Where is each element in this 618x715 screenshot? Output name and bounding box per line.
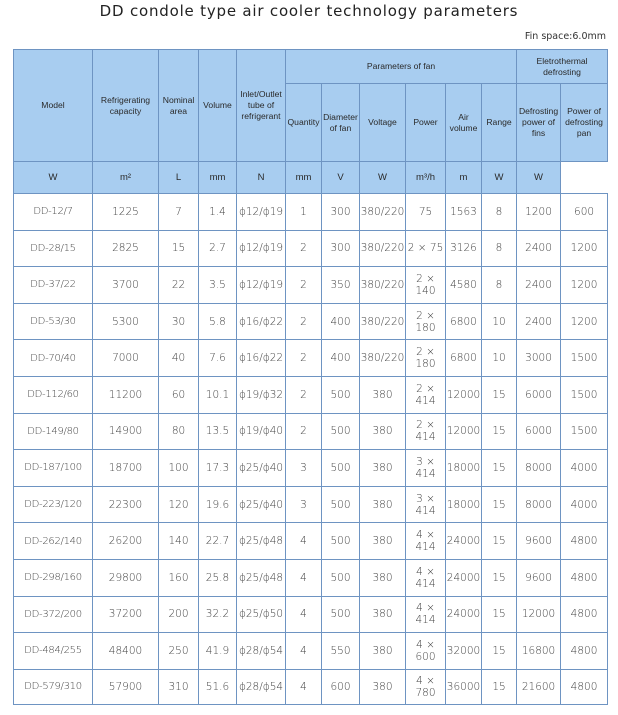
unit-cell: m³/h	[406, 162, 446, 194]
table-cell: 380	[360, 559, 406, 596]
table-cell: 4800	[561, 633, 608, 670]
model-cell: DD-372/200	[14, 596, 93, 633]
table-cell: 2	[286, 340, 322, 377]
model-cell: DD-28/15	[14, 230, 93, 267]
table-cell: 500	[322, 450, 360, 487]
table-cell: ϕ19/ϕ40	[237, 413, 286, 450]
table-cell: 12000	[517, 596, 561, 633]
page-title: DD condole type air cooler technology parameters	[99, 2, 519, 20]
table-cell: 380/220	[360, 194, 406, 231]
header-defrosting-power-of-fins: Defrosting power of fins	[517, 84, 561, 162]
table-cell: ϕ16/ϕ22	[237, 303, 286, 340]
table-cell: 380	[360, 669, 406, 704]
table-row	[14, 450, 608, 487]
table-cell: 2400	[517, 230, 561, 267]
model-cell: DD-149/80	[14, 413, 93, 450]
table-cell: 4 × 414	[406, 523, 446, 560]
table-cell: 2 × 75	[406, 230, 446, 267]
table-cell: 32.2	[199, 596, 237, 633]
table-cell: 2825	[93, 230, 159, 267]
table-cell: 15	[482, 559, 517, 596]
table-cell: 1.4	[199, 194, 237, 231]
parameters-table	[13, 49, 608, 705]
unit-cell: W	[360, 162, 406, 194]
table-cell: 3 × 414	[406, 450, 446, 487]
table-row	[14, 194, 608, 231]
table-cell: 15	[482, 376, 517, 413]
table-cell: 380	[360, 450, 406, 487]
table-cell: 3700	[93, 267, 159, 304]
table-row	[14, 267, 608, 304]
table-cell: 380	[360, 413, 406, 450]
table-cell: 3	[286, 450, 322, 487]
table-cell: 250	[159, 633, 199, 670]
table-cell: 15	[482, 669, 517, 704]
table-cell: 1200	[561, 230, 608, 267]
table-cell: 19.6	[199, 486, 237, 523]
table-cell: 8	[482, 267, 517, 304]
table-cell: 100	[159, 450, 199, 487]
table-cell: 18000	[446, 486, 482, 523]
table-cell: 57900	[93, 669, 159, 704]
table-cell: 29800	[93, 559, 159, 596]
table-cell: 380	[360, 523, 406, 560]
table-cell: 380/220	[360, 230, 406, 267]
unit-cell: m²	[93, 162, 159, 194]
table-cell: 22.7	[199, 523, 237, 560]
table-cell: 32000	[446, 633, 482, 670]
table-row	[14, 486, 608, 523]
table-cell: 4000	[561, 486, 608, 523]
header-power-of-defrosting-pan: Power of defrosting pan	[561, 84, 608, 162]
table-row	[14, 340, 608, 377]
table-cell: 2	[286, 230, 322, 267]
table-cell: 41.9	[199, 633, 237, 670]
header-voltage: Voltage	[360, 84, 406, 162]
table-cell: 2 × 180	[406, 303, 446, 340]
table-cell: 24000	[446, 523, 482, 560]
table-cell: 400	[322, 340, 360, 377]
model-cell: DD-262/140	[14, 523, 93, 560]
table-cell: 4	[286, 523, 322, 560]
table-cell: 2	[286, 376, 322, 413]
table-cell: 1200	[561, 303, 608, 340]
table-cell: 2	[286, 413, 322, 450]
unit-cell: W	[14, 162, 93, 194]
table-cell: 500	[322, 413, 360, 450]
header-range: Range	[482, 84, 517, 162]
table-cell: 3000	[517, 340, 561, 377]
table-cell: ϕ25/ϕ40	[237, 450, 286, 487]
table-cell: 4800	[561, 523, 608, 560]
table-cell: 10	[482, 340, 517, 377]
table-cell: 3126	[446, 230, 482, 267]
table-cell: 380/220	[360, 340, 406, 377]
table-cell: 2	[286, 303, 322, 340]
table-cell: 500	[322, 486, 360, 523]
table-cell: 2 × 414	[406, 376, 446, 413]
model-cell: DD-187/100	[14, 450, 93, 487]
table-cell: 80	[159, 413, 199, 450]
table-cell: 4 × 780	[406, 669, 446, 704]
table-cell: 4800	[561, 669, 608, 704]
table-cell: 4	[286, 559, 322, 596]
header-fan-group: Parameters of fan	[286, 50, 517, 84]
table-row	[14, 376, 608, 413]
table-cell: 26200	[93, 523, 159, 560]
model-cell: DD-298/160	[14, 559, 93, 596]
model-cell: DD-37/22	[14, 267, 93, 304]
table-cell: 11200	[93, 376, 159, 413]
table-cell: 1200	[517, 194, 561, 231]
table-cell: 15	[482, 523, 517, 560]
table-cell: 15	[482, 450, 517, 487]
unit-cell: L	[159, 162, 199, 194]
table-cell: 4 × 414	[406, 559, 446, 596]
header-model: Model	[14, 50, 93, 162]
model-cell: DD-112/60	[14, 376, 93, 413]
table-cell: 60	[159, 376, 199, 413]
fin-space-note: Fin space:6.0mm	[524, 31, 606, 42]
table-cell: 300	[322, 230, 360, 267]
table-cell: 500	[322, 376, 360, 413]
units-row	[14, 162, 608, 194]
table-row	[14, 633, 608, 670]
table-cell: 15	[159, 230, 199, 267]
header-defrost-group: Eletrothermal defrosting	[517, 50, 608, 84]
table-cell: 500	[322, 523, 360, 560]
table-cell: ϕ19/ϕ32	[237, 376, 286, 413]
table-cell: 6800	[446, 340, 482, 377]
model-cell: DD-579/310	[14, 669, 93, 704]
model-cell: DD-70/40	[14, 340, 93, 377]
table-row	[14, 596, 608, 633]
table-cell: 2 × 140	[406, 267, 446, 304]
unit-cell: V	[322, 162, 360, 194]
table-cell: 4	[286, 633, 322, 670]
model-cell: DD-12/7	[14, 194, 93, 231]
table-cell: 24000	[446, 559, 482, 596]
header-power: Power	[406, 84, 446, 162]
table-cell: 160	[159, 559, 199, 596]
table-cell: 4 × 414	[406, 596, 446, 633]
table-cell: 600	[561, 194, 608, 231]
unit-cell: mm	[199, 162, 237, 194]
table-cell: 2400	[517, 303, 561, 340]
table-cell: 9600	[517, 559, 561, 596]
table-cell: 4580	[446, 267, 482, 304]
table-cell: 1500	[561, 376, 608, 413]
table-cell: 300	[322, 194, 360, 231]
table-cell: 4800	[561, 559, 608, 596]
table-cell: ϕ25/ϕ48	[237, 559, 286, 596]
table-cell: 40	[159, 340, 199, 377]
unit-cell: N	[237, 162, 286, 194]
table-cell: 8	[482, 194, 517, 231]
table-cell: 8000	[517, 486, 561, 523]
table-row	[14, 413, 608, 450]
model-cell: DD-484/255	[14, 633, 93, 670]
model-cell: DD-223/120	[14, 486, 93, 523]
table-cell: 550	[322, 633, 360, 670]
table-cell: 9600	[517, 523, 561, 560]
table-cell: 6000	[517, 376, 561, 413]
table-cell: 380/220	[360, 303, 406, 340]
table-cell: 12000	[446, 376, 482, 413]
table-cell: 380	[360, 633, 406, 670]
table-cell: 1563	[446, 194, 482, 231]
table-cell: 500	[322, 559, 360, 596]
table-cell: 5.8	[199, 303, 237, 340]
table-cell: 120	[159, 486, 199, 523]
table-cell: 1	[286, 194, 322, 231]
header-volume: Volume	[199, 50, 237, 162]
table-cell: 310	[159, 669, 199, 704]
table-cell: 14900	[93, 413, 159, 450]
table-cell: 2	[286, 267, 322, 304]
header-inlet-outlet: Inlet/Outlet tube of refrigerant	[237, 50, 286, 162]
header-quantity: Quantity	[286, 84, 322, 162]
table-cell: 48400	[93, 633, 159, 670]
table-cell: 7000	[93, 340, 159, 377]
table-cell: 8000	[517, 450, 561, 487]
table-cell: 4000	[561, 450, 608, 487]
table-cell: 17.3	[199, 450, 237, 487]
header-air-volume: Air volume	[446, 84, 482, 162]
table-cell: 2400	[517, 267, 561, 304]
table-cell: 4	[286, 669, 322, 704]
table-cell: 7.6	[199, 340, 237, 377]
header-diameter-of-fan: Diameter of fan	[322, 84, 360, 162]
table-cell: 18000	[446, 450, 482, 487]
table-cell: 4800	[561, 596, 608, 633]
table-cell: 3.5	[199, 267, 237, 304]
table-cell: 24000	[446, 596, 482, 633]
table-cell: 8	[482, 230, 517, 267]
table-cell: 380	[360, 486, 406, 523]
table-cell: 1500	[561, 340, 608, 377]
table-cell: 36000	[446, 669, 482, 704]
table-cell: 12000	[446, 413, 482, 450]
table-cell: 15	[482, 486, 517, 523]
model-cell: DD-53/30	[14, 303, 93, 340]
table-cell: 3 × 414	[406, 486, 446, 523]
table-cell: 10.1	[199, 376, 237, 413]
table-cell: 350	[322, 267, 360, 304]
table-cell: 3	[286, 486, 322, 523]
table-cell: ϕ12/ϕ19	[237, 267, 286, 304]
table-cell: 25.8	[199, 559, 237, 596]
table-body	[14, 194, 608, 705]
table-cell: 22	[159, 267, 199, 304]
table-cell: 10	[482, 303, 517, 340]
table-cell: ϕ16/ϕ22	[237, 340, 286, 377]
table-cell: 600	[322, 669, 360, 704]
table-cell: 16800	[517, 633, 561, 670]
table-cell: 30	[159, 303, 199, 340]
table-cell: 4	[286, 596, 322, 633]
table-cell: 2.7	[199, 230, 237, 267]
table-cell: 140	[159, 523, 199, 560]
unit-cell: W	[517, 162, 561, 194]
table-cell: ϕ25/ϕ48	[237, 523, 286, 560]
table-row	[14, 669, 608, 704]
table-cell: 2 × 414	[406, 413, 446, 450]
table-cell: 6000	[517, 413, 561, 450]
table-cell: 5300	[93, 303, 159, 340]
table-cell: 13.5	[199, 413, 237, 450]
table-cell: 15	[482, 596, 517, 633]
unit-cell: W	[482, 162, 517, 194]
header-nominal-area: Nominal area	[159, 50, 199, 162]
table-cell: 1225	[93, 194, 159, 231]
table-row	[14, 230, 608, 267]
table-cell: 15	[482, 633, 517, 670]
table-cell: 51.6	[199, 669, 237, 704]
table-cell: 2 × 180	[406, 340, 446, 377]
table-cell: ϕ12/ϕ19	[237, 230, 286, 267]
table-cell: 380	[360, 376, 406, 413]
table-cell: 75	[406, 194, 446, 231]
table-cell: 200	[159, 596, 199, 633]
header-refrigerating-capacity: Refrigerating capacity	[93, 50, 159, 162]
table-cell: 21600	[517, 669, 561, 704]
table-row	[14, 523, 608, 560]
table-row	[14, 559, 608, 596]
table-cell: ϕ28/ϕ54	[237, 633, 286, 670]
table-cell: 22300	[93, 486, 159, 523]
table-row	[14, 303, 608, 340]
table-cell: 1200	[561, 267, 608, 304]
table-cell: ϕ28/ϕ54	[237, 669, 286, 704]
table-cell: 380	[360, 596, 406, 633]
unit-cell: m	[446, 162, 482, 194]
table-cell: ϕ25/ϕ40	[237, 486, 286, 523]
table-cell: 380/220	[360, 267, 406, 304]
table-cell: 7	[159, 194, 199, 231]
table-cell: ϕ25/ϕ50	[237, 596, 286, 633]
table-cell: 37200	[93, 596, 159, 633]
table-cell: 15	[482, 413, 517, 450]
table-cell: 4 × 600	[406, 633, 446, 670]
table-cell: 18700	[93, 450, 159, 487]
table-cell: 400	[322, 303, 360, 340]
unit-cell: mm	[286, 162, 322, 194]
table-cell: 500	[322, 596, 360, 633]
table-cell: 6800	[446, 303, 482, 340]
table-cell: 1500	[561, 413, 608, 450]
table-cell: ϕ12/ϕ19	[237, 194, 286, 231]
